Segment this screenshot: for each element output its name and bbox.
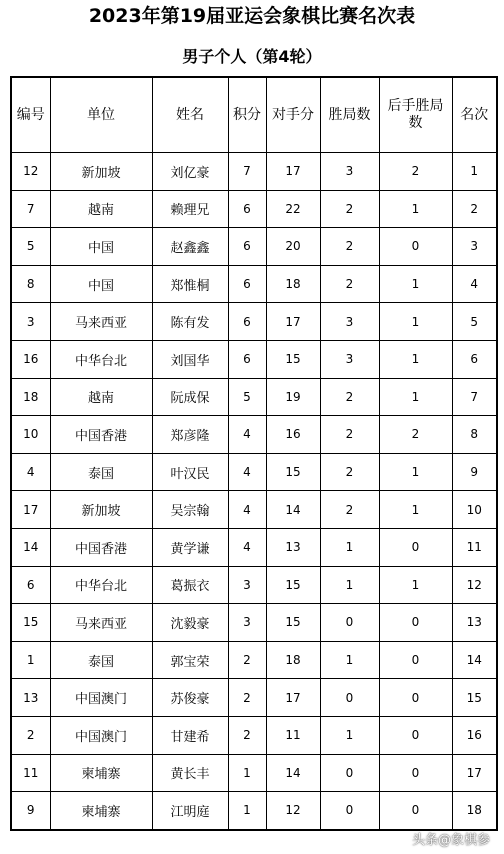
cell-rank: 14 bbox=[452, 641, 497, 679]
cell-opponent-score: 14 bbox=[266, 754, 320, 792]
table-row bbox=[11, 641, 497, 679]
cell-wins: 3 bbox=[320, 153, 379, 191]
cell-no: 9 bbox=[11, 792, 50, 830]
cell-black-wins: 0 bbox=[379, 716, 452, 754]
table-row bbox=[11, 303, 497, 341]
cell-black-wins: 0 bbox=[379, 792, 452, 830]
cell-wins: 3 bbox=[320, 340, 379, 378]
cell-black-wins: 1 bbox=[379, 566, 452, 604]
cell-opponent-score: 13 bbox=[266, 528, 320, 566]
table-row bbox=[11, 754, 497, 792]
header-opponent-score: 对手分 bbox=[266, 77, 320, 153]
table-row bbox=[11, 416, 497, 454]
cell-no: 1 bbox=[11, 641, 50, 679]
cell-name: 郑惟桐 bbox=[152, 265, 228, 303]
cell-opponent-score: 18 bbox=[266, 641, 320, 679]
cell-wins: 0 bbox=[320, 679, 379, 717]
cell-name: 阮成保 bbox=[152, 378, 228, 416]
cell-black-wins: 1 bbox=[379, 453, 452, 491]
cell-opponent-score: 17 bbox=[266, 303, 320, 341]
cell-unit: 马来西亚 bbox=[50, 604, 152, 642]
cell-no: 16 bbox=[11, 340, 50, 378]
cell-opponent-score: 15 bbox=[266, 340, 320, 378]
cell-rank: 8 bbox=[452, 416, 497, 454]
cell-wins: 1 bbox=[320, 528, 379, 566]
cell-no: 12 bbox=[11, 153, 50, 191]
table-row bbox=[11, 228, 497, 266]
cell-wins: 2 bbox=[320, 190, 379, 228]
cell-no: 14 bbox=[11, 528, 50, 566]
cell-name: 陈有发 bbox=[152, 303, 228, 341]
cell-no: 5 bbox=[11, 228, 50, 266]
cell-points: 3 bbox=[228, 604, 266, 642]
cell-wins: 0 bbox=[320, 604, 379, 642]
cell-no: 13 bbox=[11, 679, 50, 717]
cell-wins: 2 bbox=[320, 265, 379, 303]
cell-unit: 泰国 bbox=[50, 641, 152, 679]
cell-points: 4 bbox=[228, 528, 266, 566]
table-row bbox=[11, 528, 497, 566]
cell-black-wins: 1 bbox=[379, 340, 452, 378]
header-name: 姓名 bbox=[152, 77, 228, 153]
cell-name: 刘亿豪 bbox=[152, 153, 228, 191]
page-title: 2023年第19届亚运会象棋比赛名次表 bbox=[88, 5, 416, 27]
cell-points: 3 bbox=[228, 566, 266, 604]
table-row bbox=[11, 716, 497, 754]
table-row bbox=[11, 190, 497, 228]
cell-points: 6 bbox=[228, 340, 266, 378]
cell-name: 沈毅豪 bbox=[152, 604, 228, 642]
cell-opponent-score: 22 bbox=[266, 190, 320, 228]
cell-points: 1 bbox=[228, 754, 266, 792]
cell-no: 15 bbox=[11, 604, 50, 642]
cell-opponent-score: 14 bbox=[266, 491, 320, 529]
table-row bbox=[11, 679, 497, 717]
cell-points: 5 bbox=[228, 378, 266, 416]
cell-black-wins: 1 bbox=[379, 491, 452, 529]
cell-points: 6 bbox=[228, 190, 266, 228]
cell-black-wins: 0 bbox=[379, 641, 452, 679]
cell-wins: 0 bbox=[320, 792, 379, 830]
cell-name: 郑彦隆 bbox=[152, 416, 228, 454]
ranking-table bbox=[10, 76, 498, 831]
cell-wins: 2 bbox=[320, 228, 379, 266]
cell-points: 7 bbox=[228, 153, 266, 191]
cell-rank: 10 bbox=[452, 491, 497, 529]
cell-name: 刘国华 bbox=[152, 340, 228, 378]
cell-unit: 柬埔寨 bbox=[50, 754, 152, 792]
header-black-wins: 后手胜局数 bbox=[379, 77, 452, 153]
cell-black-wins: 0 bbox=[379, 604, 452, 642]
cell-name: 赵鑫鑫 bbox=[152, 228, 228, 266]
header-row bbox=[11, 77, 497, 153]
cell-name: 黄长丰 bbox=[152, 754, 228, 792]
cell-no: 18 bbox=[11, 378, 50, 416]
cell-name: 吴宗翰 bbox=[152, 491, 228, 529]
cell-opponent-score: 15 bbox=[266, 604, 320, 642]
cell-unit: 越南 bbox=[50, 378, 152, 416]
cell-points: 2 bbox=[228, 679, 266, 717]
cell-unit: 新加坡 bbox=[50, 153, 152, 191]
watermark: 头条@象棋参 bbox=[411, 833, 490, 848]
header-no: 编号 bbox=[11, 77, 50, 153]
cell-rank: 3 bbox=[452, 228, 497, 266]
cell-unit: 泰国 bbox=[50, 453, 152, 491]
table-row bbox=[11, 792, 497, 830]
cell-name: 赖理兄 bbox=[152, 190, 228, 228]
cell-rank: 7 bbox=[452, 378, 497, 416]
cell-opponent-score: 18 bbox=[266, 265, 320, 303]
cell-points: 1 bbox=[228, 792, 266, 830]
table-row bbox=[11, 566, 497, 604]
table-body bbox=[11, 153, 497, 830]
cell-black-wins: 0 bbox=[379, 679, 452, 717]
cell-unit: 柬埔寨 bbox=[50, 792, 152, 830]
cell-unit: 新加坡 bbox=[50, 491, 152, 529]
cell-rank: 2 bbox=[452, 190, 497, 228]
cell-points: 6 bbox=[228, 265, 266, 303]
cell-wins: 1 bbox=[320, 716, 379, 754]
cell-name: 苏俊豪 bbox=[152, 679, 228, 717]
cell-opponent-score: 12 bbox=[266, 792, 320, 830]
cell-name: 葛振衣 bbox=[152, 566, 228, 604]
cell-unit: 中国香港 bbox=[50, 416, 152, 454]
cell-opponent-score: 15 bbox=[266, 453, 320, 491]
cell-no: 17 bbox=[11, 491, 50, 529]
cell-no: 7 bbox=[11, 190, 50, 228]
cell-unit: 中国香港 bbox=[50, 528, 152, 566]
cell-rank: 5 bbox=[452, 303, 497, 341]
cell-unit: 中国 bbox=[50, 265, 152, 303]
cell-rank: 11 bbox=[452, 528, 497, 566]
cell-rank: 6 bbox=[452, 340, 497, 378]
cell-wins: 1 bbox=[320, 566, 379, 604]
cell-opponent-score: 16 bbox=[266, 416, 320, 454]
cell-black-wins: 0 bbox=[379, 528, 452, 566]
cell-wins: 0 bbox=[320, 754, 379, 792]
cell-rank: 12 bbox=[452, 566, 497, 604]
cell-no: 11 bbox=[11, 754, 50, 792]
cell-name: 黄学谦 bbox=[152, 528, 228, 566]
header-wins: 胜局数 bbox=[320, 77, 379, 153]
cell-no: 2 bbox=[11, 716, 50, 754]
cell-black-wins: 1 bbox=[379, 190, 452, 228]
cell-name: 郭宝荣 bbox=[152, 641, 228, 679]
cell-wins: 1 bbox=[320, 641, 379, 679]
page-subtitle: 男子个人（第4轮） bbox=[182, 47, 322, 66]
cell-name: 江明庭 bbox=[152, 792, 228, 830]
cell-name: 甘建希 bbox=[152, 716, 228, 754]
cell-no: 6 bbox=[11, 566, 50, 604]
cell-wins: 2 bbox=[320, 416, 379, 454]
cell-black-wins: 0 bbox=[379, 228, 452, 266]
cell-no: 3 bbox=[11, 303, 50, 341]
table-row bbox=[11, 378, 497, 416]
cell-points: 4 bbox=[228, 491, 266, 529]
cell-unit: 中国澳门 bbox=[50, 716, 152, 754]
cell-name: 叶汉民 bbox=[152, 453, 228, 491]
cell-rank: 15 bbox=[452, 679, 497, 717]
cell-unit: 中国澳门 bbox=[50, 679, 152, 717]
cell-wins: 2 bbox=[320, 378, 379, 416]
cell-opponent-score: 19 bbox=[266, 378, 320, 416]
table-row bbox=[11, 491, 497, 529]
cell-wins: 2 bbox=[320, 453, 379, 491]
cell-black-wins: 1 bbox=[379, 303, 452, 341]
cell-points: 4 bbox=[228, 416, 266, 454]
cell-points: 2 bbox=[228, 641, 266, 679]
table-row bbox=[11, 265, 497, 303]
cell-black-wins: 1 bbox=[379, 378, 452, 416]
table-row bbox=[11, 153, 497, 191]
cell-no: 4 bbox=[11, 453, 50, 491]
cell-opponent-score: 17 bbox=[266, 679, 320, 717]
cell-rank: 9 bbox=[452, 453, 497, 491]
cell-rank: 4 bbox=[452, 265, 497, 303]
cell-points: 6 bbox=[228, 228, 266, 266]
cell-opponent-score: 20 bbox=[266, 228, 320, 266]
cell-rank: 13 bbox=[452, 604, 497, 642]
header-points: 积分 bbox=[228, 77, 266, 153]
cell-black-wins: 1 bbox=[379, 265, 452, 303]
cell-rank: 18 bbox=[452, 792, 497, 830]
cell-unit: 中国 bbox=[50, 228, 152, 266]
header-rank: 名次 bbox=[452, 77, 497, 153]
cell-unit: 中华台北 bbox=[50, 566, 152, 604]
cell-black-wins: 2 bbox=[379, 153, 452, 191]
table-row bbox=[11, 340, 497, 378]
cell-black-wins: 0 bbox=[379, 754, 452, 792]
cell-points: 6 bbox=[228, 303, 266, 341]
cell-opponent-score: 15 bbox=[266, 566, 320, 604]
cell-rank: 17 bbox=[452, 754, 497, 792]
cell-black-wins: 2 bbox=[379, 416, 452, 454]
cell-no: 8 bbox=[11, 265, 50, 303]
cell-wins: 2 bbox=[320, 491, 379, 529]
cell-opponent-score: 17 bbox=[266, 153, 320, 191]
table-row bbox=[11, 604, 497, 642]
cell-unit: 越南 bbox=[50, 190, 152, 228]
cell-points: 4 bbox=[228, 453, 266, 491]
cell-unit: 马来西亚 bbox=[50, 303, 152, 341]
cell-opponent-score: 11 bbox=[266, 716, 320, 754]
cell-points: 2 bbox=[228, 716, 266, 754]
cell-no: 10 bbox=[11, 416, 50, 454]
cell-wins: 3 bbox=[320, 303, 379, 341]
cell-unit: 中华台北 bbox=[50, 340, 152, 378]
cell-rank: 16 bbox=[452, 716, 497, 754]
cell-rank: 1 bbox=[452, 153, 497, 191]
table-row bbox=[11, 453, 497, 491]
header-unit: 单位 bbox=[50, 77, 152, 153]
